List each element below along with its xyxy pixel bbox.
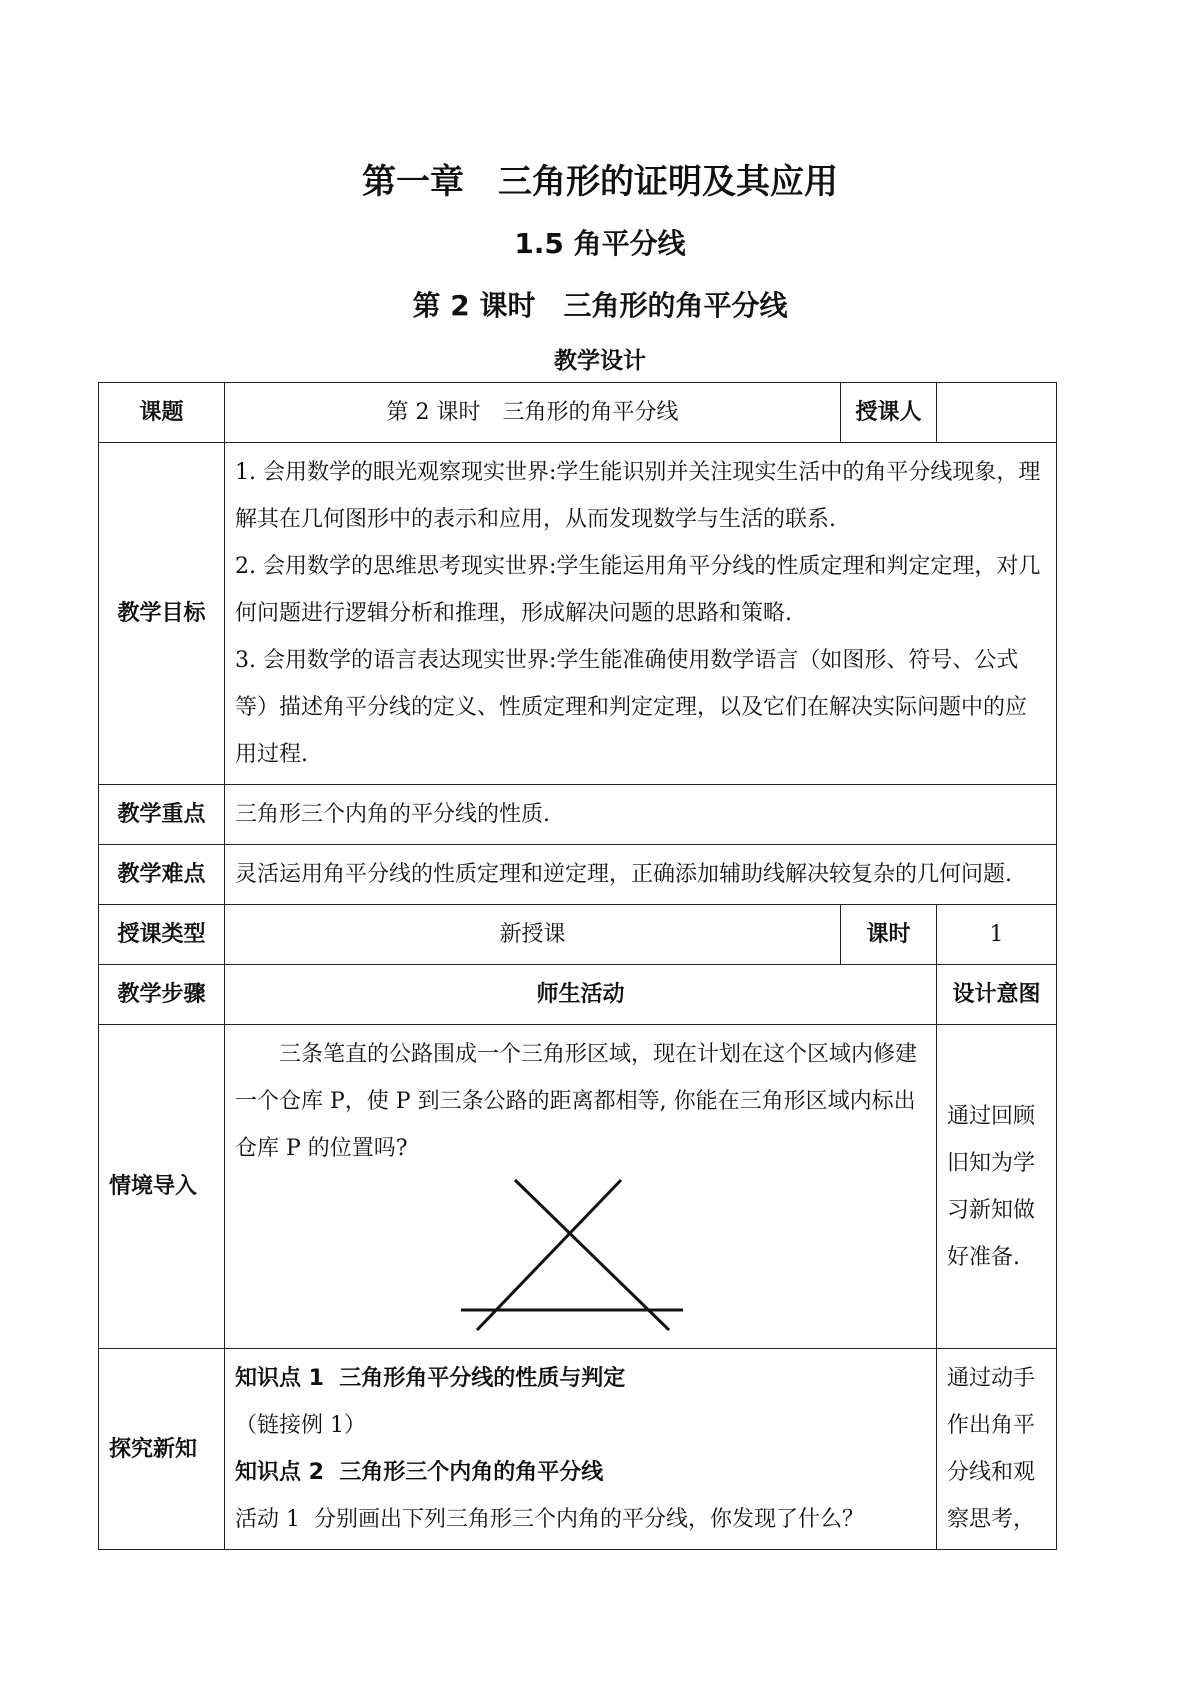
- knowledge-point-2: 知识点 2 三角形三个内角的角平分线: [235, 1460, 604, 1485]
- difficulty-row: [99, 845, 1057, 905]
- key-value: 三角形三个内角的平分线的性质.: [225, 785, 1057, 845]
- steps-header: 教学步骤: [99, 965, 225, 1025]
- lesson-plan-table: [98, 382, 1057, 1550]
- intro-activity: [225, 1025, 937, 1349]
- intro-step: 情境导入: [99, 1025, 225, 1349]
- road-line: [515, 1180, 669, 1330]
- activity-1: 活动 1 分别画出下列三角形三个内角的平分线，你发现了什么？: [235, 1507, 864, 1532]
- explore-step: 探究新知: [99, 1349, 225, 1550]
- document-type: 教学设计: [554, 348, 646, 374]
- goals-content: [225, 443, 1057, 785]
- intro-text: 三条笔直的公路围成一个三角形区域，现在计划在这个区域内修建一个仓库 P，使 P 到三条公路的距离都相等, 你能在三角形区域内标出仓库 P 的位置吗?: [235, 1042, 918, 1161]
- difficulty-label: 教学难点: [99, 845, 225, 905]
- chapter-title: 第一章 三角形的证明及其应用: [362, 162, 838, 202]
- hours-label: 课时: [841, 905, 937, 965]
- teacher-value: [937, 383, 1057, 443]
- type-value: 新授课: [225, 905, 841, 965]
- type-label: 授课类型: [99, 905, 225, 965]
- intro-intent: 通过回顾旧知为学习新知做好准备.: [937, 1025, 1057, 1349]
- explore-row: [99, 1349, 1057, 1550]
- three-roads-figure: [455, 1178, 685, 1338]
- section-title: 1.5 角平分线: [514, 227, 686, 260]
- steps-header-row: [99, 965, 1057, 1025]
- goal-item: 3. 会用数学的语言表达现实世界:学生能准确使用数学语言（如图形、符号、公式等）描述角平分线的定义、性质定理和判定定理，以及它们在解决实际问题中的应用过程.: [235, 648, 1028, 767]
- road-line: [477, 1180, 621, 1330]
- knowledge-point-1-link: （链接例 1）: [235, 1413, 366, 1438]
- goals-label: 教学目标: [99, 443, 225, 785]
- intent-header: 设计意图: [937, 965, 1057, 1025]
- goal-item: 1. 会用数学的眼光观察现实世界:学生能识别并关注现实生活中的角平分线现象，理解其在几何图形中的表示和应用，从而发现数学与生活的联系.: [235, 460, 1041, 532]
- key-label: 教学重点: [99, 785, 225, 845]
- topic-label: 课题: [99, 383, 225, 443]
- type-row: [99, 905, 1057, 965]
- intro-row: [99, 1025, 1057, 1349]
- activity-header: 师生活动: [225, 965, 937, 1025]
- key-row: [99, 785, 1057, 845]
- topic-row: [99, 383, 1057, 443]
- explore-intent: 通过动手作出角平分线和观察思考，: [937, 1349, 1057, 1550]
- goals-row: [99, 443, 1057, 785]
- goal-item: 2. 会用数学的思维思考现实世界:学生能运用角平分线的性质定理和判定定理，对几何问题进行逻辑分析和推理，形成解决问题的思路和策略.: [235, 554, 1041, 626]
- topic-value: 第 2 课时 三角形的角平分线: [225, 383, 841, 443]
- knowledge-point-1: 知识点 1 三角形角平分线的性质与判定: [235, 1366, 626, 1391]
- hours-value: 1: [937, 905, 1057, 965]
- difficulty-value: 灵活运用角平分线的性质定理和逆定理，正确添加辅助线解决较复杂的几何问题.: [225, 845, 1057, 905]
- lesson-title: 第 2 课时 三角形的角平分线: [412, 289, 788, 322]
- teacher-label: 授课人: [841, 383, 937, 443]
- explore-activity: [225, 1349, 937, 1550]
